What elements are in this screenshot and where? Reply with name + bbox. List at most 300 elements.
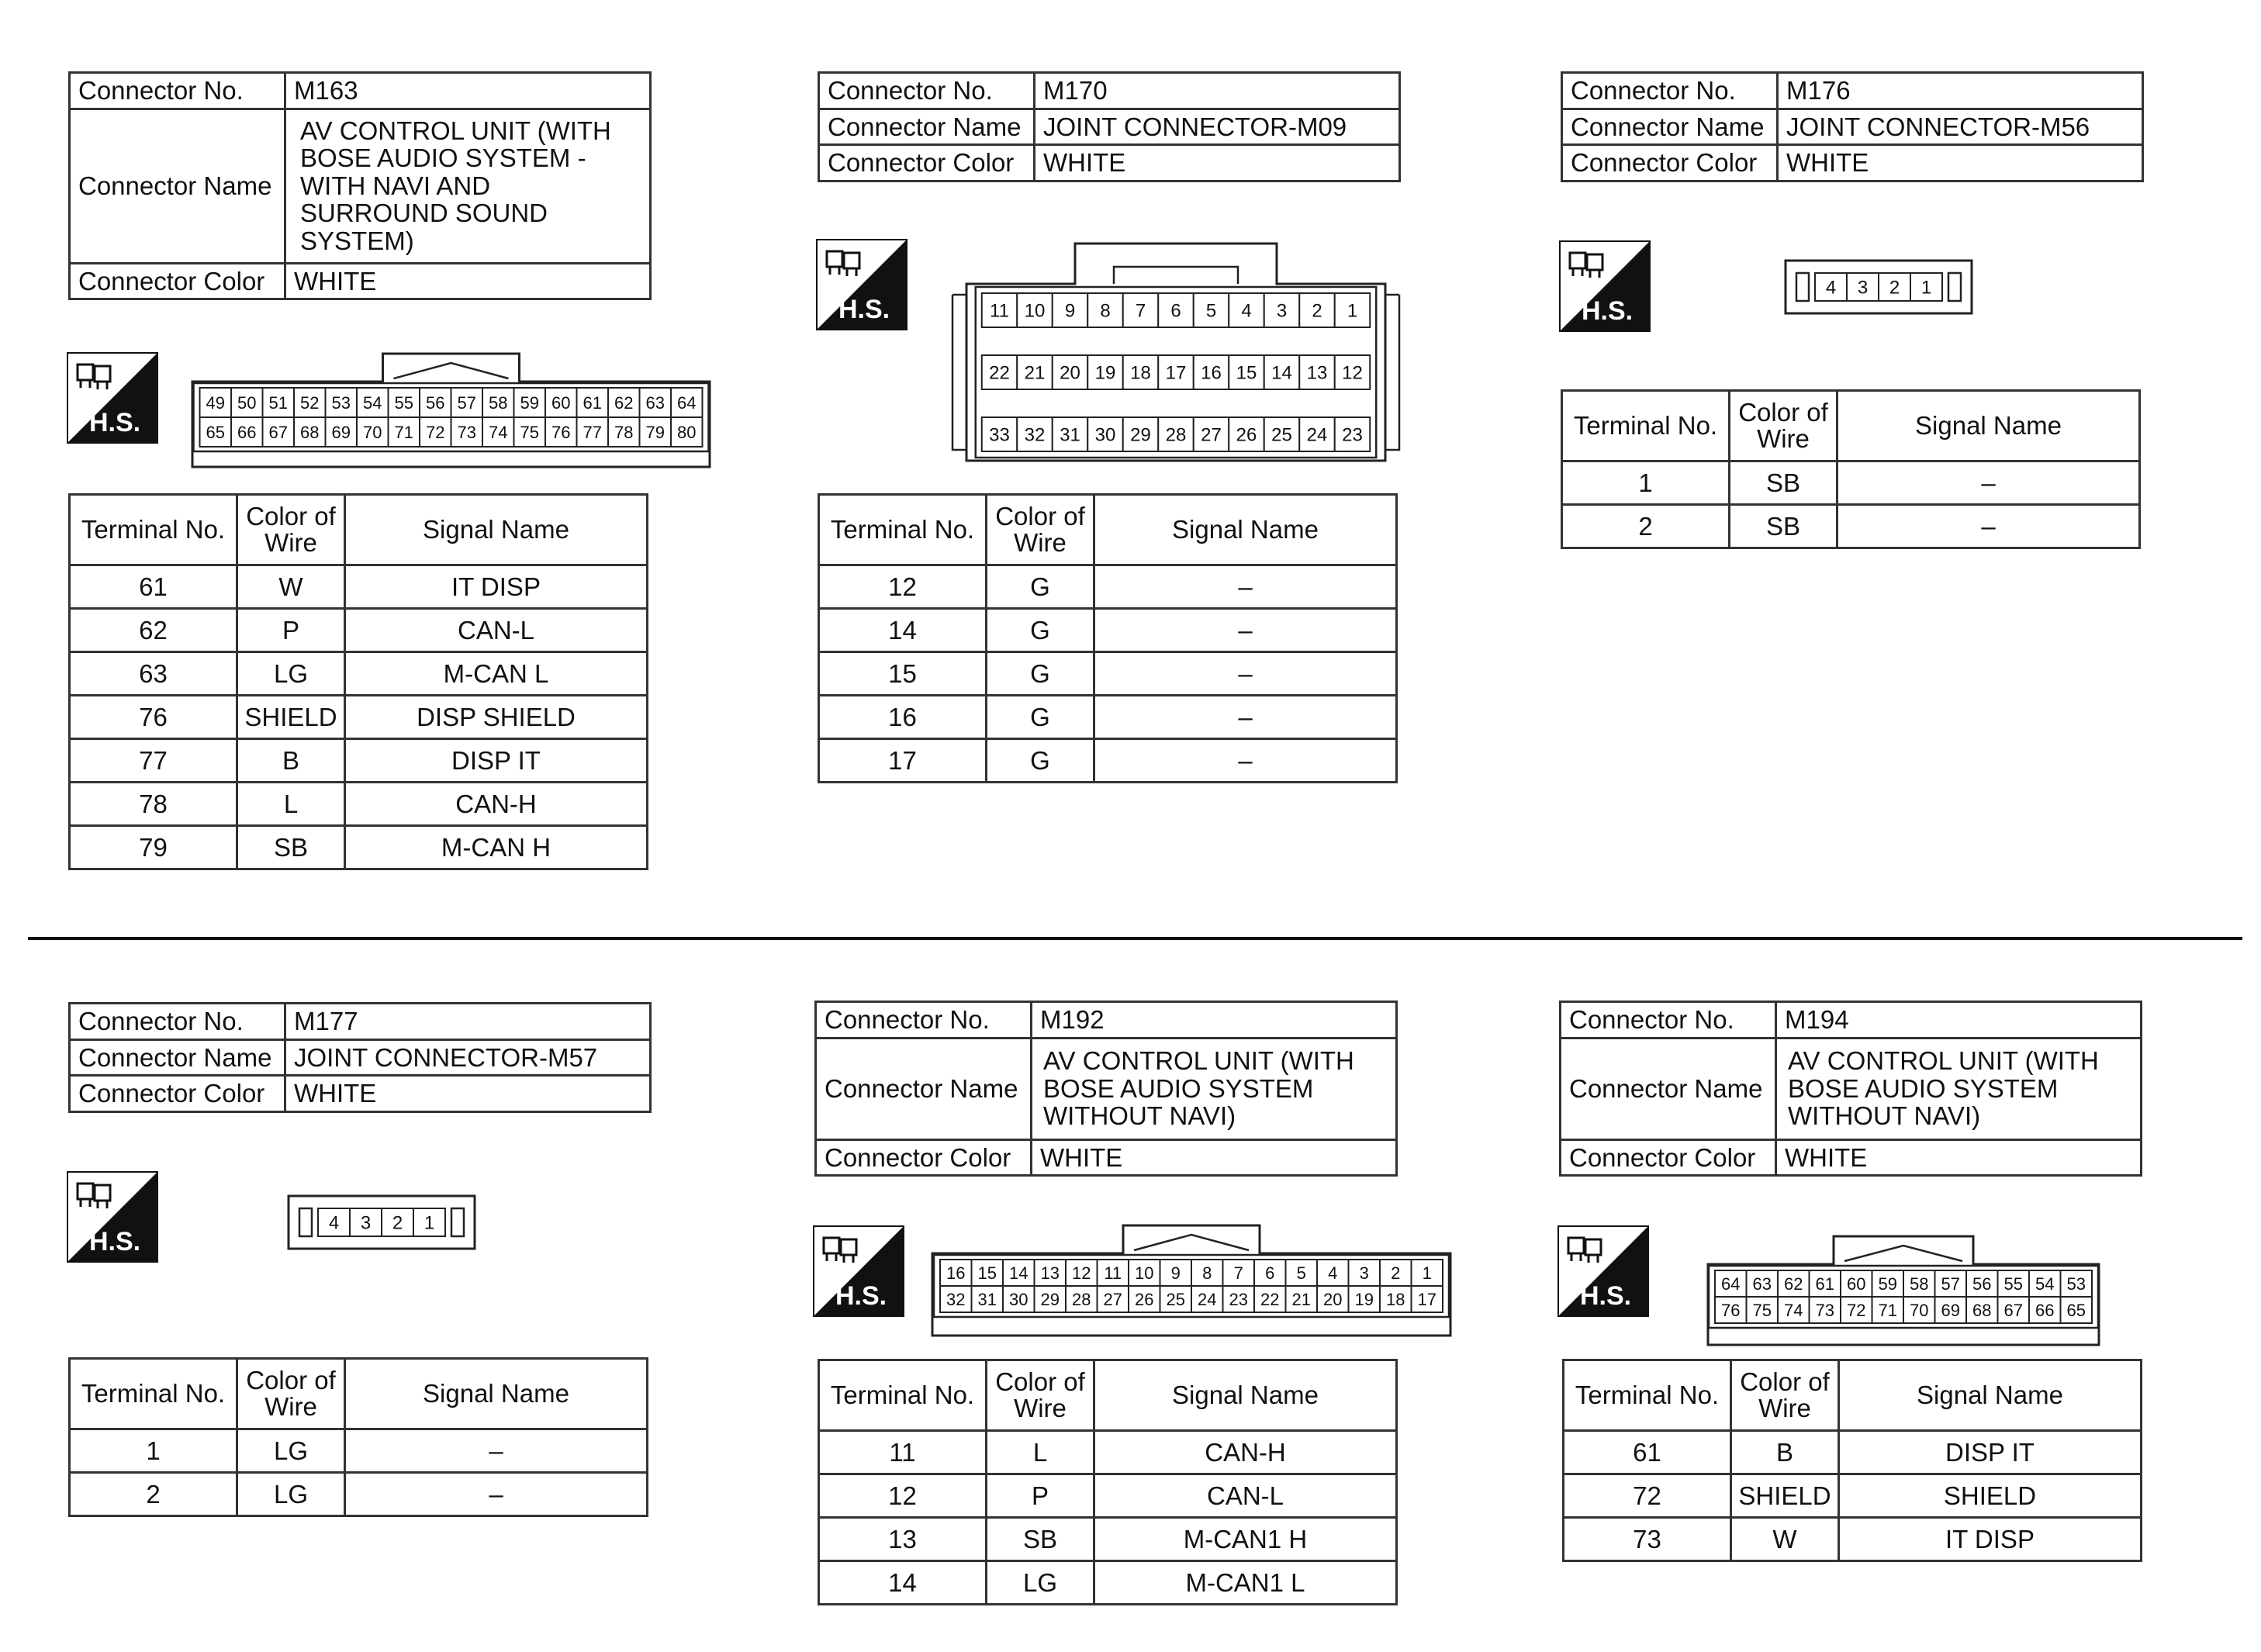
connector-name-label: Connector Name	[816, 1038, 1032, 1139]
pin-number: 26	[1236, 424, 1257, 446]
connector-m194-info	[1559, 1001, 2142, 1177]
pin-number: 26	[1135, 1289, 1154, 1309]
pin-number: 19	[1354, 1289, 1374, 1309]
terminal-no: 1	[1562, 461, 1730, 505]
pin-number: 17	[1417, 1289, 1436, 1309]
pin-number: 2	[392, 1212, 403, 1234]
pin-number: 3	[1857, 277, 1869, 299]
connector-no-label: Connector No.	[70, 1004, 285, 1040]
table-row	[1562, 505, 2140, 548]
pin-number: 8	[1100, 300, 1111, 322]
pin-number: 28	[1165, 424, 1187, 446]
connector-color-value: WHITE	[285, 263, 651, 299]
terminal-table	[818, 1359, 1398, 1605]
wire-color: G	[987, 696, 1094, 739]
connector-m177-info	[68, 1002, 652, 1113]
connector-name-value: JOINT CONNECTOR-M56	[1778, 109, 2143, 145]
color-of-wire-header: Color of Wire	[1730, 391, 1837, 461]
pin-number: 14	[1009, 1263, 1029, 1283]
connector-color-label: Connector Color	[816, 1139, 1032, 1176]
terminal-no: 1	[70, 1429, 237, 1473]
signal-name: –	[1094, 565, 1397, 609]
pin-number: 1	[1347, 300, 1358, 322]
signal-name: –	[1094, 652, 1397, 696]
wire-color: P	[987, 1474, 1094, 1518]
pin-number: 50	[237, 392, 257, 413]
terminal-table	[68, 1357, 648, 1517]
signal-name: DISP IT	[345, 739, 648, 783]
wire-color: B	[237, 739, 345, 783]
color-of-wire-header: Color of Wire	[987, 1360, 1094, 1431]
pin-number: 75	[1752, 1300, 1772, 1320]
terminal-no: 14	[819, 1561, 987, 1605]
terminal-table-m163	[68, 493, 648, 870]
signal-name: –	[1094, 739, 1397, 783]
pin-number: 7	[1135, 300, 1146, 322]
terminal-no-header: Terminal No.	[70, 1359, 237, 1429]
harness-side-icon	[816, 239, 908, 330]
table-row	[819, 565, 1397, 609]
pin-number: 16	[1201, 362, 1222, 384]
terminal-no: 12	[819, 565, 987, 609]
terminal-no: 11	[819, 1431, 987, 1474]
connector-info-table	[814, 1001, 1398, 1177]
pin-number: 4	[1825, 277, 1837, 299]
connector-m163-info	[68, 71, 652, 300]
pin-number: 79	[645, 422, 665, 442]
wire-color: LG	[237, 1473, 345, 1516]
pin-number: 4	[1328, 1263, 1338, 1283]
connector-name-value: AV CONTROL UNIT (WITH BOSE AUDIO SYSTEM WITHOUT NAVI)	[1032, 1038, 1397, 1139]
connector-no-value: M194	[1776, 1002, 2142, 1039]
signal-name-header: Signal Name	[1839, 1360, 2142, 1431]
pin-number: 25	[1166, 1289, 1185, 1309]
pin-number: 29	[1130, 424, 1151, 446]
pin-number: 2	[1391, 1263, 1401, 1283]
signal-name-header: Signal Name	[1094, 495, 1397, 565]
table-row	[70, 609, 648, 652]
terminal-no: 72	[1564, 1474, 1731, 1518]
wire-color: SB	[237, 826, 345, 869]
connector-color-label: Connector Color	[1561, 1139, 1776, 1176]
wire-color: P	[237, 609, 345, 652]
color-of-wire-header: Color of Wire	[1731, 1360, 1839, 1431]
signal-name: –	[1094, 696, 1397, 739]
pin-number: 9	[1170, 1263, 1181, 1283]
pin-number: 58	[489, 392, 508, 413]
pin-number: 58	[1910, 1274, 1929, 1294]
signal-name-header: Signal Name	[1094, 1360, 1397, 1431]
pin-number: 23	[1342, 424, 1363, 446]
connector-info-table	[68, 71, 652, 300]
pin-number: 55	[2003, 1274, 2023, 1294]
pin-number: 74	[489, 422, 508, 442]
connector-m192-face	[929, 1222, 1454, 1339]
pin-number: 31	[1060, 424, 1080, 446]
connector-no-value: M192	[1032, 1002, 1397, 1039]
pin-number: 3	[1359, 1263, 1369, 1283]
terminal-no-header: Terminal No.	[1562, 391, 1730, 461]
pin-number: 49	[206, 392, 225, 413]
terminal-no: 76	[70, 696, 237, 739]
pin-number: 24	[1198, 1289, 1217, 1309]
terminal-no: 63	[70, 652, 237, 696]
wire-color: LG	[987, 1561, 1094, 1605]
pin-number: 72	[426, 422, 445, 442]
table-row	[1564, 1518, 2142, 1561]
pin-number: 22	[989, 362, 1010, 384]
pin-number: 7	[1233, 1263, 1243, 1283]
pin-number: 63	[1752, 1274, 1772, 1294]
connector-name-value: JOINT CONNECTOR-M57	[285, 1039, 651, 1076]
connector-color-value: WHITE	[1035, 145, 1400, 181]
terminal-no: 14	[819, 609, 987, 652]
terminal-table-m194	[1562, 1359, 2142, 1562]
pin-number: 10	[1135, 1263, 1154, 1283]
pin-number: 61	[583, 392, 602, 413]
connector-no-value: M170	[1035, 73, 1400, 109]
pin-number: 14	[1271, 362, 1292, 384]
table-row	[70, 565, 648, 609]
connector-no-value: M163	[285, 73, 651, 109]
signal-name: M-CAN1 L	[1094, 1561, 1397, 1605]
pin-number: 54	[2035, 1274, 2055, 1294]
wire-color: G	[987, 739, 1094, 783]
pin-number: 16	[946, 1263, 966, 1283]
hs-label: H.S.	[1581, 296, 1634, 326]
wire-color: W	[1731, 1518, 1839, 1561]
connector-color-value: WHITE	[1778, 145, 2143, 181]
pin-number: 62	[1784, 1274, 1803, 1294]
pin-number: 70	[363, 422, 382, 442]
pin-number: 68	[300, 422, 320, 442]
connector-color-value: WHITE	[285, 1076, 651, 1112]
pin-number: 66	[2035, 1300, 2055, 1320]
pin-number: 63	[645, 392, 665, 413]
pin-number: 68	[1972, 1300, 1992, 1320]
color-of-wire-header: Color of Wire	[237, 1359, 345, 1429]
connector-m176-face	[1784, 259, 1973, 315]
pin-number: 2	[1889, 277, 1900, 299]
signal-name: IT DISP	[345, 565, 648, 609]
pin-number: 80	[677, 422, 697, 442]
table-row	[70, 739, 648, 783]
pin-number: 18	[1130, 362, 1151, 384]
terminal-table-m177	[68, 1357, 648, 1517]
pin-number: 6	[1170, 300, 1181, 322]
connector-color-value: WHITE	[1776, 1139, 2142, 1176]
table-row	[1564, 1474, 2142, 1518]
pin-number: 8	[1202, 1263, 1212, 1283]
signal-name: IT DISP	[1839, 1518, 2142, 1561]
hs-label: H.S.	[88, 1227, 141, 1256]
terminal-no: 17	[819, 739, 987, 783]
pin-number: 53	[331, 392, 351, 413]
signal-name: CAN-L	[345, 609, 648, 652]
table-row	[819, 1431, 1397, 1474]
section-divider	[28, 937, 2242, 940]
signal-name: –	[1837, 461, 2140, 505]
connector-info-table	[1559, 1001, 2142, 1177]
signal-name: –	[1837, 505, 2140, 548]
pin-number: 52	[300, 392, 320, 413]
connector-no-label: Connector No.	[70, 73, 285, 109]
harness-side-icon	[67, 1171, 158, 1263]
table-row	[819, 609, 1397, 652]
connector-info-table	[1561, 71, 2144, 182]
table-row	[70, 652, 648, 696]
table-row	[70, 826, 648, 869]
table-row	[70, 1473, 648, 1516]
pin-number: 30	[1094, 424, 1116, 446]
terminal-no-header: Terminal No.	[1564, 1360, 1731, 1431]
connector-m170-face	[951, 240, 1401, 465]
pin-number: 10	[1024, 300, 1046, 322]
pin-number: 62	[614, 392, 634, 413]
pin-number: 5	[1296, 1263, 1306, 1283]
wire-color: G	[987, 565, 1094, 609]
terminal-table-m176	[1561, 389, 2141, 549]
pin-number: 28	[1072, 1289, 1091, 1309]
pin-number: 57	[457, 392, 476, 413]
signal-name: –	[345, 1429, 648, 1473]
connector-name-label: Connector Name	[70, 1039, 285, 1076]
pin-number: 20	[1060, 362, 1080, 384]
pin-number: 76	[551, 422, 571, 442]
pin-number: 25	[1271, 424, 1292, 446]
pin-number: 3	[1276, 300, 1288, 322]
pin-number: 11	[990, 300, 1009, 322]
color-of-wire-header: Color of Wire	[237, 495, 345, 565]
table-row	[819, 1561, 1397, 1605]
connector-name-label: Connector Name	[1562, 109, 1778, 145]
terminal-table	[1562, 1359, 2142, 1562]
wire-color: LG	[237, 652, 345, 696]
signal-name-header: Signal Name	[1837, 391, 2140, 461]
signal-name: CAN-H	[345, 783, 648, 826]
wire-color: G	[987, 652, 1094, 696]
pin-number: 15	[1236, 362, 1257, 384]
wire-color: L	[237, 783, 345, 826]
connector-name-label: Connector Name	[70, 109, 285, 263]
connector-color-label: Connector Color	[1562, 145, 1778, 181]
hs-label: H.S.	[1579, 1281, 1632, 1311]
connector-name-label: Connector Name	[1561, 1038, 1776, 1139]
hs-label: H.S.	[835, 1281, 887, 1311]
connector-info-table	[818, 71, 1401, 182]
pin-number: 67	[268, 422, 288, 442]
wire-color: LG	[237, 1429, 345, 1473]
pin-number: 21	[1291, 1289, 1311, 1309]
wire-color: L	[987, 1431, 1094, 1474]
connector-m170-info	[818, 71, 1401, 182]
wire-color: B	[1731, 1431, 1839, 1474]
terminal-no: 78	[70, 783, 237, 826]
connector-no-label: Connector No.	[819, 73, 1035, 109]
terminal-table	[1561, 389, 2141, 549]
connector-no-label: Connector No.	[816, 1002, 1032, 1039]
pin-number: 60	[1847, 1274, 1866, 1294]
pin-number: 29	[1040, 1289, 1060, 1309]
connector-name-value: AV CONTROL UNIT (WITH BOSE AUDIO SYSTEM WITHOUT NAVI)	[1776, 1038, 2142, 1139]
pin-number: 73	[457, 422, 476, 442]
connector-no-value: M176	[1778, 73, 2143, 109]
pin-number: 15	[977, 1263, 997, 1283]
terminal-no: 62	[70, 609, 237, 652]
pin-number: 23	[1229, 1289, 1248, 1309]
pin-number: 65	[206, 422, 225, 442]
table-row	[1564, 1431, 2142, 1474]
terminal-no: 12	[819, 1474, 987, 1518]
pin-number: 61	[1815, 1274, 1834, 1294]
pin-number: 60	[551, 392, 571, 413]
connector-m192-info	[814, 1001, 1398, 1177]
pin-number: 27	[1103, 1289, 1122, 1309]
pin-number: 67	[2003, 1300, 2023, 1320]
pin-number: 31	[977, 1289, 997, 1309]
pin-number: 6	[1265, 1263, 1275, 1283]
terminal-no: 61	[1564, 1431, 1731, 1474]
pin-number: 4	[1241, 300, 1252, 322]
pin-number: 30	[1009, 1289, 1029, 1309]
wire-color: SHIELD	[237, 696, 345, 739]
terminal-no: 16	[819, 696, 987, 739]
pin-number: 1	[1920, 277, 1932, 299]
pin-number: 64	[677, 392, 697, 413]
wire-color: SB	[987, 1518, 1094, 1561]
table-row	[70, 783, 648, 826]
pin-number: 13	[1040, 1263, 1060, 1283]
terminal-no: 2	[1562, 505, 1730, 548]
pin-number: 75	[520, 422, 539, 442]
pin-number: 78	[614, 422, 634, 442]
pin-number: 57	[1941, 1274, 1960, 1294]
table-row	[819, 739, 1397, 783]
pin-number: 27	[1201, 424, 1222, 446]
signal-name: M-CAN H	[345, 826, 648, 869]
hs-label: H.S.	[88, 408, 141, 437]
terminal-no-header: Terminal No.	[819, 1360, 987, 1431]
wire-color: W	[237, 565, 345, 609]
pin-number: 32	[1024, 424, 1046, 446]
wire-color: G	[987, 609, 1094, 652]
terminal-no: 79	[70, 826, 237, 869]
pin-number: 59	[520, 392, 539, 413]
signal-name: SHIELD	[1839, 1474, 2142, 1518]
wire-color: SHIELD	[1731, 1474, 1839, 1518]
pin-number: 21	[1024, 362, 1046, 384]
pin-number: 72	[1847, 1300, 1866, 1320]
pin-number: 56	[1972, 1274, 1992, 1294]
connector-name-value: JOINT CONNECTOR-M09	[1035, 109, 1400, 145]
connector-color-label: Connector Color	[70, 1076, 285, 1112]
signal-name: DISP SHIELD	[345, 696, 648, 739]
connector-info-table	[68, 1002, 652, 1113]
connector-no-label: Connector No.	[1561, 1002, 1776, 1039]
pin-number: 1	[424, 1212, 435, 1234]
terminal-no: 2	[70, 1473, 237, 1516]
color-of-wire-header: Color of Wire	[987, 495, 1094, 565]
terminal-no: 61	[70, 565, 237, 609]
pin-number: 12	[1072, 1263, 1091, 1283]
table-row	[819, 1518, 1397, 1561]
connector-m163-face	[189, 351, 713, 470]
pin-number: 1	[1422, 1263, 1432, 1283]
pin-number: 77	[583, 422, 602, 442]
wire-color: SB	[1730, 461, 1837, 505]
pin-number: 22	[1260, 1289, 1280, 1309]
pin-number: 17	[1165, 362, 1187, 384]
terminal-table	[818, 493, 1398, 783]
pin-number: 4	[328, 1212, 340, 1234]
harness-side-icon	[1559, 240, 1651, 332]
pin-number: 3	[360, 1212, 372, 1234]
signal-name: CAN-L	[1094, 1474, 1397, 1518]
signal-name: –	[1094, 609, 1397, 652]
terminal-table	[68, 493, 648, 870]
signal-name: –	[345, 1473, 648, 1516]
pin-number: 5	[1205, 300, 1217, 322]
harness-side-icon	[1557, 1225, 1649, 1317]
pin-number: 66	[237, 422, 257, 442]
connector-color-label: Connector Color	[70, 263, 285, 299]
pin-number: 65	[2066, 1300, 2086, 1320]
pin-number: 71	[394, 422, 413, 442]
pin-number: 73	[1815, 1300, 1834, 1320]
pin-number: 53	[2066, 1274, 2086, 1294]
connector-no-value: M177	[285, 1004, 651, 1040]
pin-number: 71	[1878, 1300, 1897, 1320]
terminal-table-m170	[818, 493, 1398, 783]
signal-name: M-CAN L	[345, 652, 648, 696]
signal-name-header: Signal Name	[345, 495, 648, 565]
pin-number: 2	[1312, 300, 1322, 322]
hs-label: H.S.	[838, 295, 890, 324]
pin-number: 19	[1094, 362, 1116, 384]
connector-m176-info	[1561, 71, 2144, 182]
pin-number: 56	[426, 392, 445, 413]
pin-number: 64	[1721, 1274, 1741, 1294]
table-row	[70, 696, 648, 739]
pin-number: 70	[1910, 1300, 1929, 1320]
pin-number: 59	[1878, 1274, 1897, 1294]
pin-number: 54	[363, 392, 382, 413]
pin-number: 24	[1306, 424, 1328, 446]
terminal-table-m192	[818, 1359, 1398, 1605]
pin-number: 9	[1064, 300, 1076, 322]
connector-color-label: Connector Color	[819, 145, 1035, 181]
terminal-no: 77	[70, 739, 237, 783]
pin-number: 51	[268, 392, 288, 413]
pin-number: 69	[1941, 1300, 1960, 1320]
terminal-no-header: Terminal No.	[819, 495, 987, 565]
connector-m194-face	[1705, 1233, 2102, 1348]
table-row	[819, 1474, 1397, 1518]
pin-number: 12	[1342, 362, 1363, 384]
pin-number: 33	[989, 424, 1010, 446]
connector-color-value: WHITE	[1032, 1139, 1397, 1176]
table-row	[819, 652, 1397, 696]
signal-name-header: Signal Name	[345, 1359, 648, 1429]
harness-side-icon	[67, 352, 158, 444]
signal-name: DISP IT	[1839, 1431, 2142, 1474]
pin-number: 11	[1104, 1263, 1122, 1283]
terminal-no: 15	[819, 652, 987, 696]
pin-number: 18	[1386, 1289, 1405, 1309]
pin-number: 55	[394, 392, 413, 413]
connector-name-label: Connector Name	[819, 109, 1035, 145]
signal-name: M-CAN1 H	[1094, 1518, 1397, 1561]
